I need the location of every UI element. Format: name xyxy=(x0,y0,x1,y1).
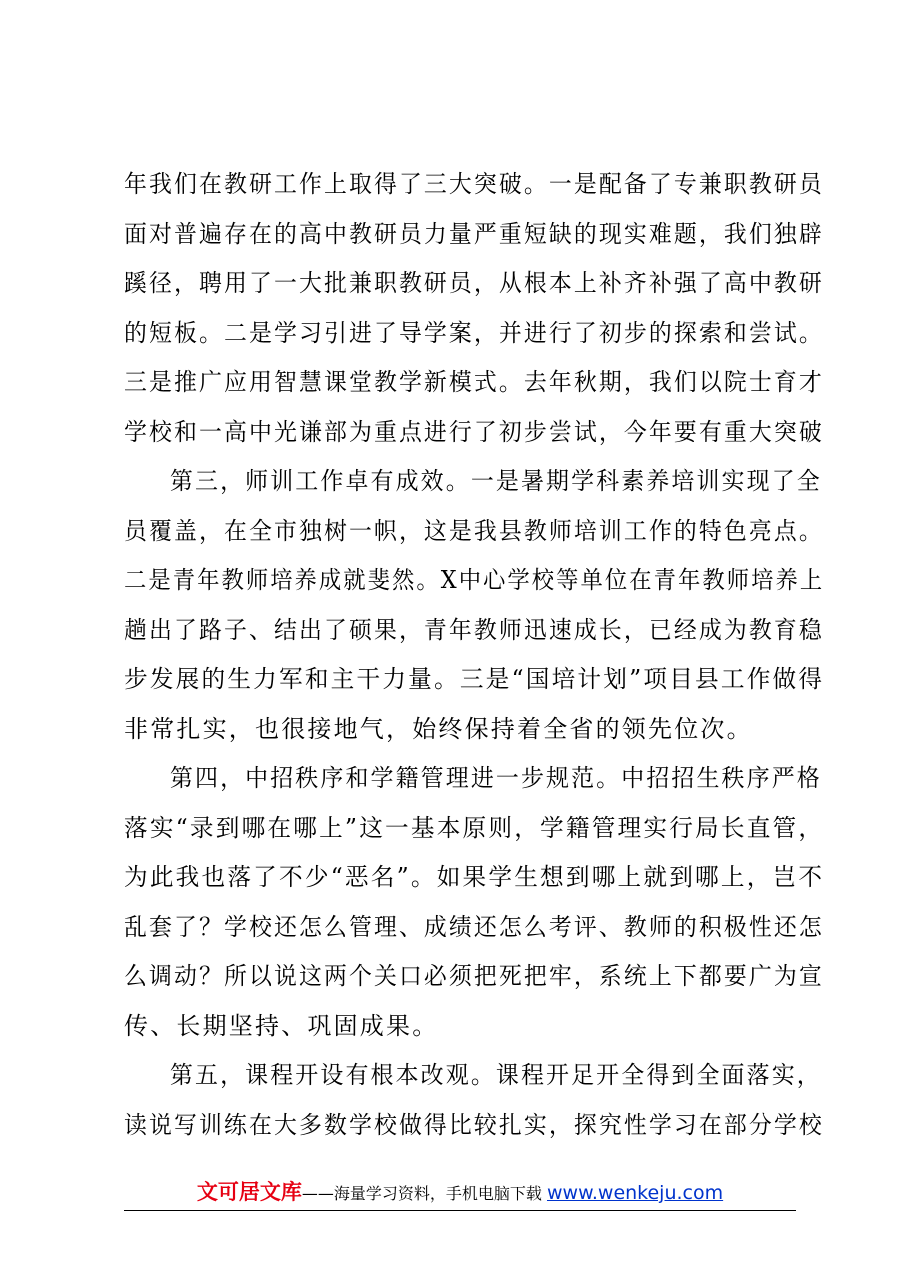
paragraph-start-line: 第三，师训工作卓有成效。一是暑期学科素养培训实现了全 xyxy=(169,467,822,495)
text-line: 二是青年教师培养成就斐然。X中心学校等单位在青年教师培养上 xyxy=(124,566,825,594)
footer-brand: 文可居文库 xyxy=(196,1180,302,1204)
text-line: 面对普遍存在的高中教研员力量严重短缺的现实难题，我们独辟 xyxy=(124,219,824,248)
text-line: 么调动？所以说这两个关口必须把死把牢，系统上下都要广为宣 xyxy=(124,962,824,990)
text-line: 落实“录到哪在哪上”这一基本原则，学籍管理实行局长直管， xyxy=(124,813,825,842)
text-line: 为此我也落了不少“恶名”。如果学生想到哪上就到哪上，岂不 xyxy=(124,863,825,891)
page-footer xyxy=(124,1176,796,1212)
text-line: 非常扎实，也很接地气，始终保持着全省的领先位次。 xyxy=(124,714,753,743)
footer-slogan: ——海量学习资料，手机电脑下载 xyxy=(301,1184,542,1203)
text-line: 蹊径，聘用了一大批兼职教研员，从根本上补齐补强了高中教研 xyxy=(124,269,824,297)
text-line: 读说写训练在大多数学校做得比较扎实，探究性学习在部分学校 xyxy=(124,1110,824,1139)
paragraph-start-line: 第五，课程开设有根本改观。课程开足开全得到全面落实， xyxy=(169,1061,822,1089)
footer-divider xyxy=(124,1210,796,1211)
document-body xyxy=(124,160,824,1150)
text-line: 趟出了路子、结出了硕果，青年教师迅速成长，已经成为教育稳 xyxy=(124,615,824,644)
text-line: 三是推广应用智慧课堂教学新模式。去年秋期，我们以院士育才 xyxy=(124,368,824,396)
text-line: 年我们在教研工作上取得了三大突破。一是配备了专兼职教研员 xyxy=(124,170,824,198)
footer-link[interactable]: www.wenkeju.com xyxy=(546,1182,724,1204)
text-line: 传、长期坚持、巩固成果。 xyxy=(124,1011,439,1040)
text-line: 的短板。二是学习引进了导学案，并进行了初步的探索和尝试。 xyxy=(124,318,824,347)
text-line: 员覆盖，在全市独树一帜，这是我县教师培训工作的特色亮点。 xyxy=(124,516,824,545)
text-line: 步发展的生力军和主干力量。三是“国培计划”项目县工作做得 xyxy=(124,665,825,693)
text-line: 学校和一高中光谦部为重点进行了初步尝试，今年要有重大突破 xyxy=(124,417,824,446)
paragraph-start-line: 第四，中招秩序和学籍管理进一步规范。中招招生秩序严格 xyxy=(169,764,822,792)
text-line: 乱套了？学校还怎么管理、成绩还怎么考评、教师的积极性还怎 xyxy=(124,912,824,941)
